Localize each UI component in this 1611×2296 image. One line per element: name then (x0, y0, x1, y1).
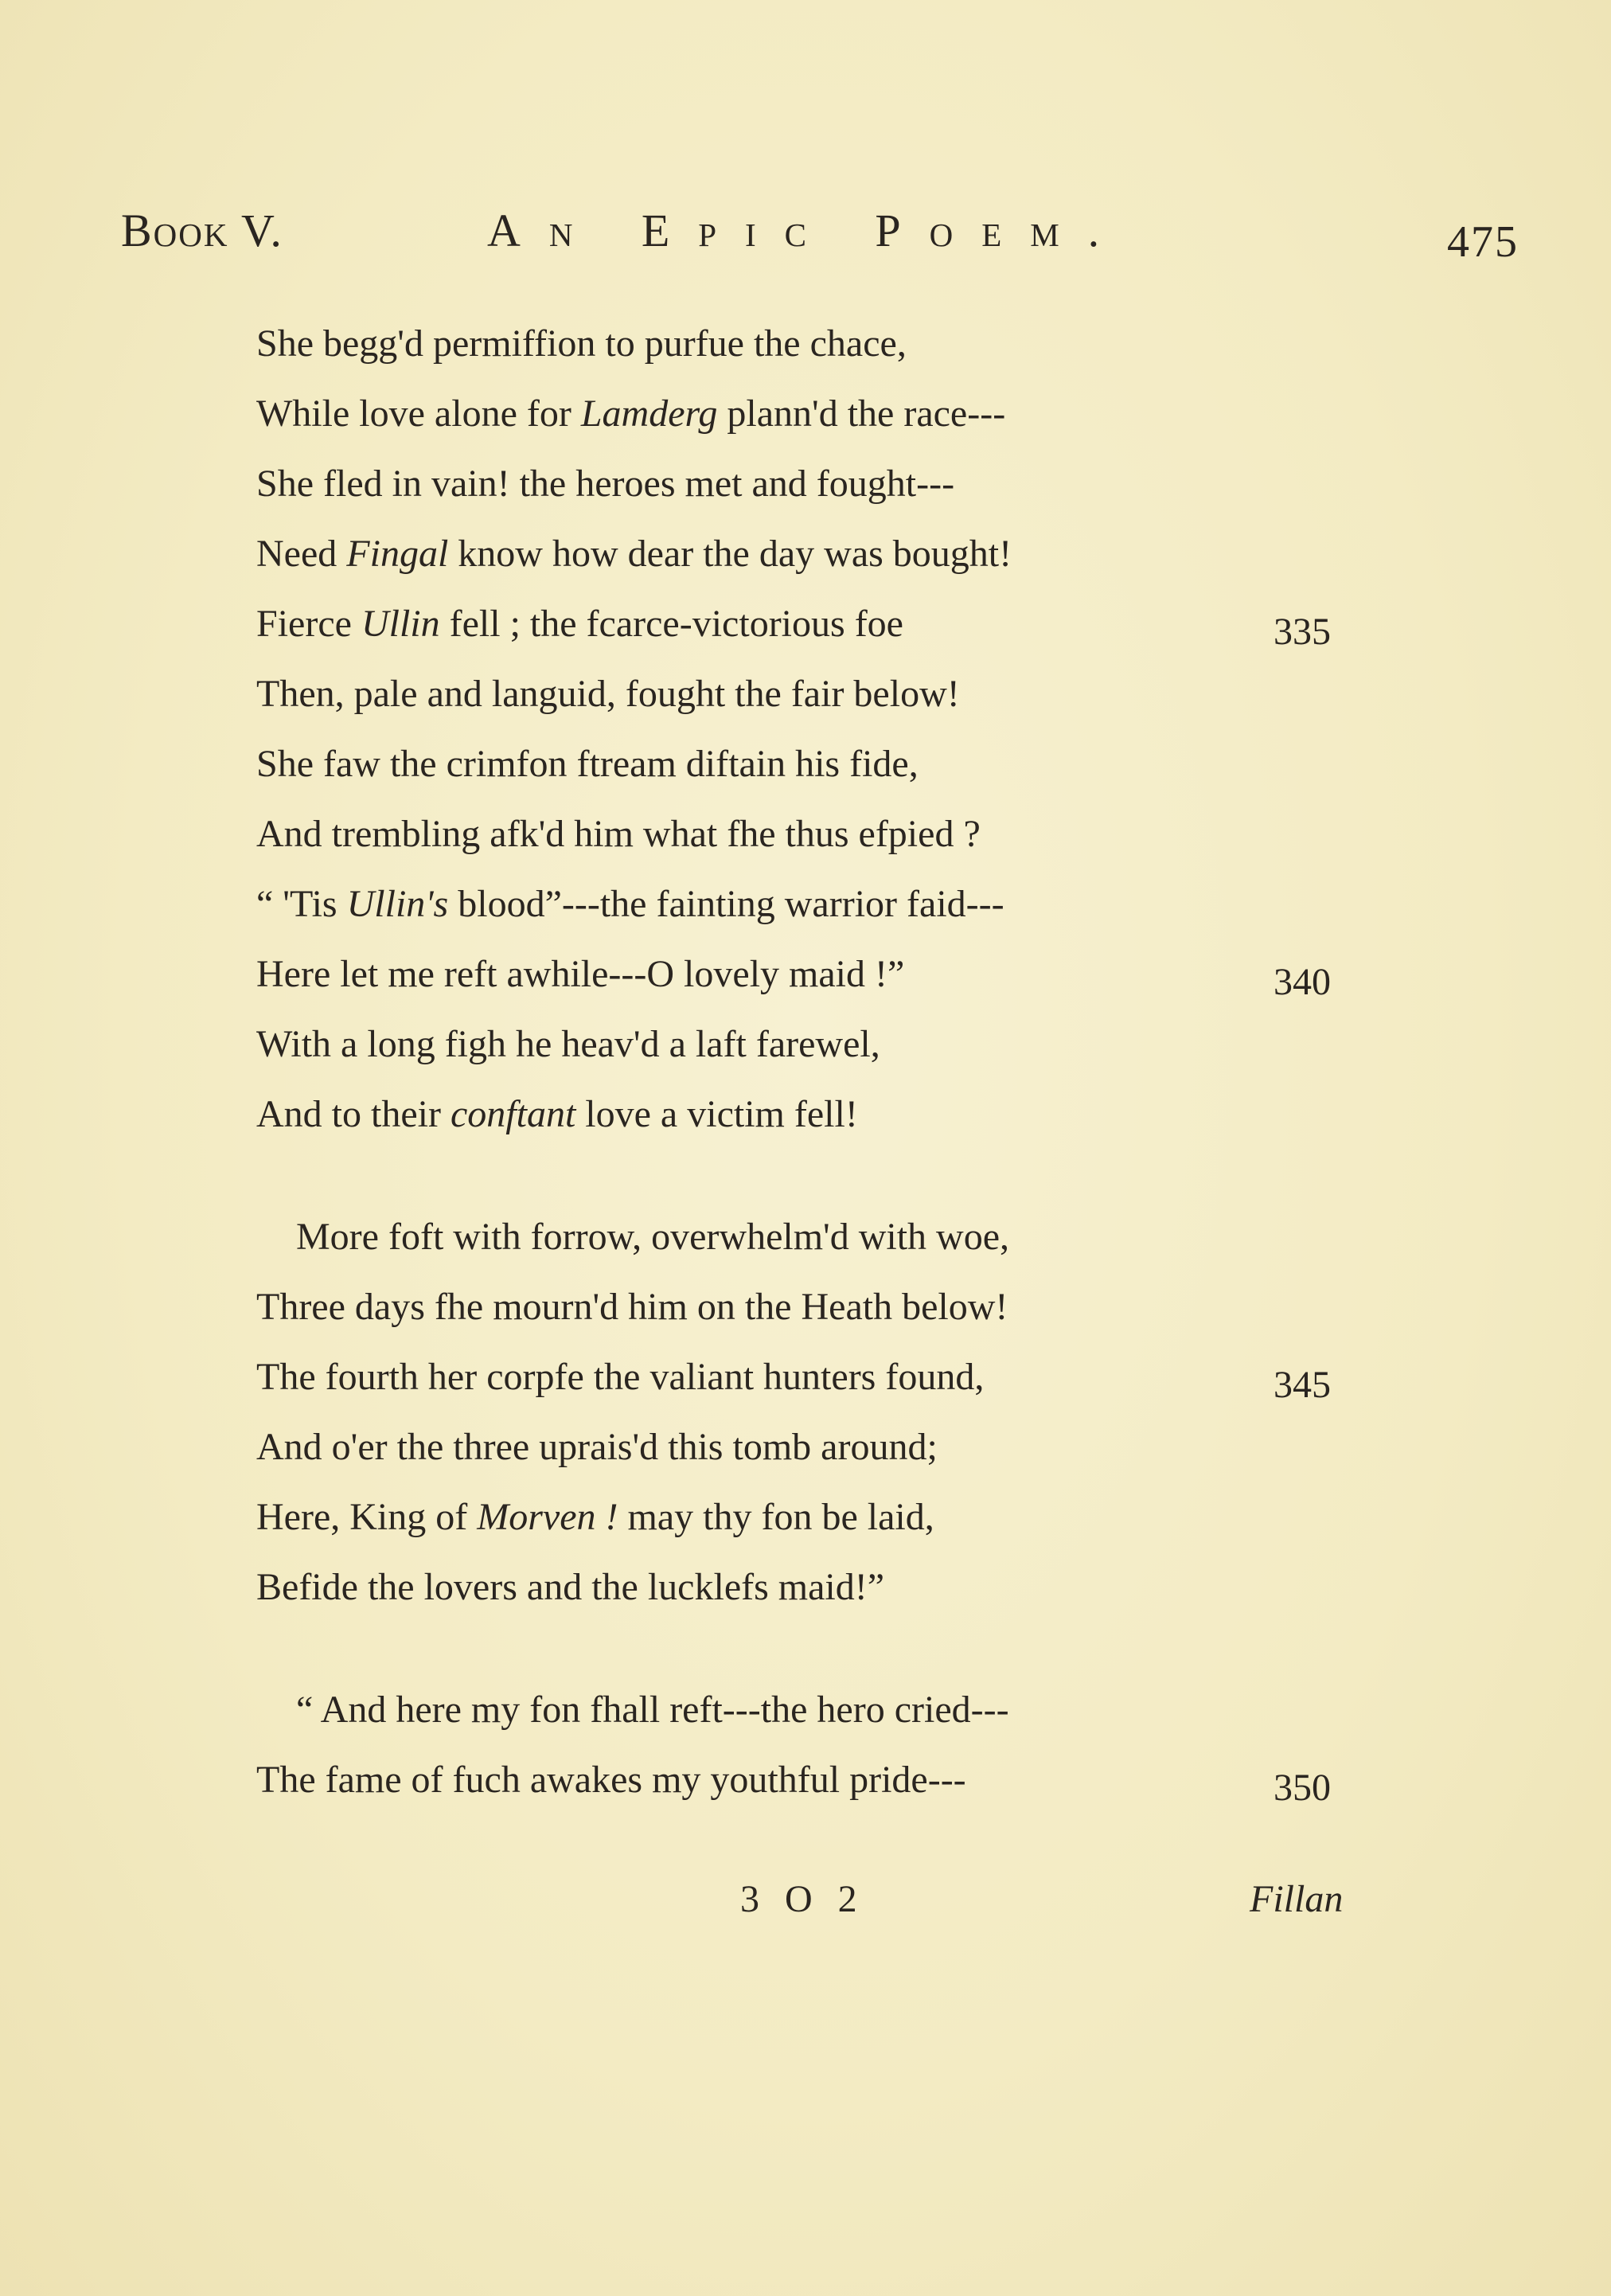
verse-line (256, 1358, 984, 1396)
verse-text: The fourth her corpfe the valiant hunters found, (256, 1356, 985, 1398)
verse-text: “ 'Tis (256, 883, 347, 925)
verse-line (256, 1498, 934, 1537)
verse-text: More foft with forrow, overwhelm'd with woe, (296, 1216, 1009, 1258)
verse-line (256, 1568, 884, 1607)
verse-text: She begg'd permiffion to purfue the chace, (256, 322, 907, 365)
verse-line (256, 322, 907, 365)
verse-line (256, 815, 981, 853)
italic-word: Morven ! (477, 1496, 618, 1538)
verse-line (256, 675, 960, 713)
verse-text: Befide the lovers and the lucklefs maid!” (256, 1566, 885, 1608)
verse-text: blood”---the fainting warrior faid--- (448, 883, 1004, 925)
line-number: 345 (1274, 1364, 1331, 1406)
verse-text: While love alone for (256, 392, 581, 435)
verse-line (256, 885, 1004, 923)
verse-text: Fierce (256, 603, 361, 645)
page-number: 475 (1447, 217, 1519, 267)
verse-text: Then, pale and languid, fought the fair below! (256, 673, 960, 715)
verse-text: may thy fon be laid, (618, 1496, 934, 1538)
italic-word: Ullin (361, 603, 440, 645)
verse-text: And o'er the three uprais'd this tomb around; (256, 1426, 938, 1468)
catchword: Fillan (1250, 1878, 1344, 1920)
verse-text: And trembling afk'd him what fhe thus efpied ? (256, 813, 981, 855)
verse-text: She fled in vain! the heroes met and fought--- (256, 463, 955, 505)
verse-text: Here let me reft awhile---O lovely maid !” (256, 953, 905, 995)
verse-line (256, 605, 903, 643)
verse-line (256, 1428, 938, 1466)
verse-text: With a long figh he heav'd a laft farewel, (256, 1023, 880, 1065)
verse-text: She faw the crimfon ftream diftain his fide, (256, 743, 919, 785)
verse-text: plann'd the race--- (717, 392, 1006, 435)
verse-line (256, 535, 1012, 573)
verse-line (256, 392, 1006, 435)
signature-mark: 3 O 2 (740, 1878, 865, 1920)
page-footer (0, 1877, 1611, 1941)
verse-line (256, 955, 904, 994)
line-number: 335 (1274, 611, 1331, 653)
verse-text: “ And here my fon fhall reft---the hero cried--- (296, 1689, 1009, 1731)
italic-word: Lamderg (580, 392, 718, 435)
verse-text: The fame of fuch awakes my youthful pride--- (256, 1759, 966, 1801)
verse-text: And to their (256, 1093, 451, 1135)
line-number: 340 (1274, 961, 1331, 1003)
verse-text: Need (256, 533, 347, 575)
verse-line (256, 465, 954, 503)
verse-line (296, 1691, 1009, 1729)
verse-text: love a victim fell! (575, 1093, 858, 1135)
verse-line (256, 1025, 880, 1064)
italic-word: Fingal (346, 533, 449, 575)
book-label: Book V. (121, 205, 283, 256)
italic-word: Ullin's (346, 883, 449, 925)
verse-line (256, 1095, 858, 1134)
verse-text: fell ; the fcarce-victorious foe (439, 603, 903, 645)
verse-text: Here, King of (256, 1496, 478, 1538)
verse-line (256, 1761, 966, 1799)
running-title: An Epic Poem. (487, 205, 1129, 256)
verse-line (296, 1218, 1009, 1256)
verse-line (256, 1288, 1008, 1326)
verse-text: know how dear the day was bought! (448, 533, 1012, 575)
verse-line (256, 745, 919, 783)
italic-word: conftant (450, 1093, 576, 1135)
verse-text: Three days fhe mourn'd him on the Heath below! (256, 1286, 1008, 1328)
line-number: 350 (1274, 1767, 1331, 1809)
